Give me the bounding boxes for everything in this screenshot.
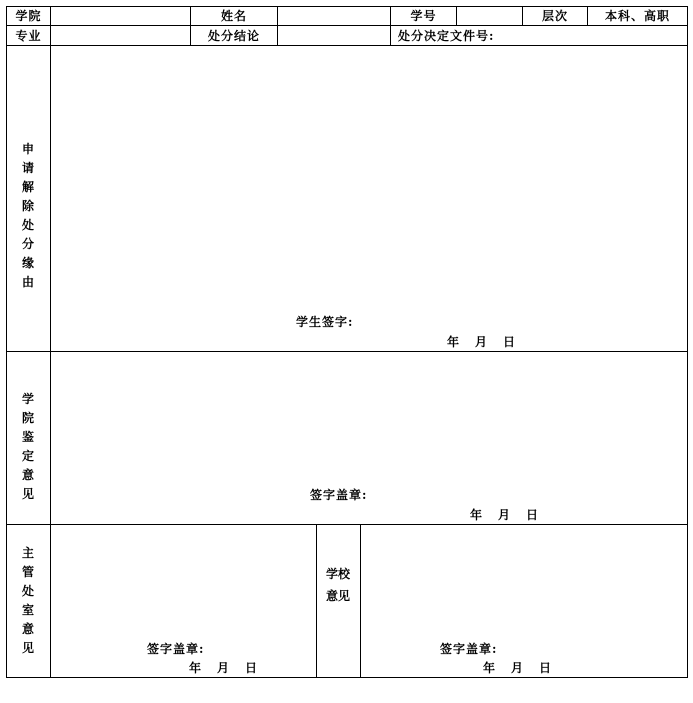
conclusion-field[interactable] — [281, 29, 386, 43]
college-label: 学院 — [15, 9, 42, 23]
level-label: 层次 — [541, 9, 568, 23]
application-date-label: 年 月 日 — [447, 335, 518, 349]
student-id-field[interactable] — [460, 9, 518, 23]
school-date-label: 年 月 日 — [483, 661, 554, 675]
level-value: 本科、高职 — [604, 9, 670, 23]
application-reason-area[interactable] — [53, 49, 683, 309]
row1-line-d — [456, 6, 457, 26]
major-field[interactable] — [54, 29, 186, 43]
department-opinion-area[interactable] — [53, 528, 312, 636]
student-id-label: 学号 — [410, 9, 437, 23]
name-label: 姓名 — [220, 9, 247, 23]
school-opinion-area[interactable] — [364, 528, 682, 636]
school-signature-label: 签字盖章: — [440, 642, 498, 656]
conclusion-label: 处分结论 — [207, 29, 260, 43]
bottom-split-line-b — [360, 524, 361, 678]
application-section-label: 申请解除处分缘由 — [21, 142, 34, 289]
row1-bottom-line — [6, 25, 688, 26]
college-opinion-bottom-line — [6, 524, 688, 525]
disciplinary-release-form — [6, 6, 688, 678]
department-opinion-section-label: 主管处室意见 — [21, 546, 34, 655]
department-date-label: 年 月 日 — [189, 661, 260, 675]
label-column-line — [50, 6, 51, 678]
college-field[interactable] — [54, 9, 186, 23]
bottom-split-line-a — [316, 524, 317, 678]
row2-bottom-line — [6, 45, 688, 46]
row1-line-b — [277, 6, 278, 46]
border-top — [6, 6, 688, 7]
student-signature-label: 学生签字: — [296, 315, 354, 329]
college-date-label: 年 月 日 — [470, 508, 541, 522]
border-left — [6, 6, 7, 678]
decision-doc-label: 处分决定文件号: — [398, 29, 495, 43]
department-signature-label: 签字盖章: — [147, 642, 205, 656]
application-bottom-line — [6, 351, 688, 352]
name-field[interactable] — [281, 9, 386, 23]
border-bottom — [6, 677, 688, 678]
major-label: 专业 — [15, 29, 42, 43]
college-opinion-area[interactable] — [53, 355, 683, 483]
border-right — [687, 6, 688, 678]
school-opinion-section-label: 学校意见 — [325, 567, 350, 603]
college-signature-label: 签字盖章: — [310, 488, 368, 502]
college-opinion-section-label: 学院鉴定意见 — [21, 392, 34, 501]
